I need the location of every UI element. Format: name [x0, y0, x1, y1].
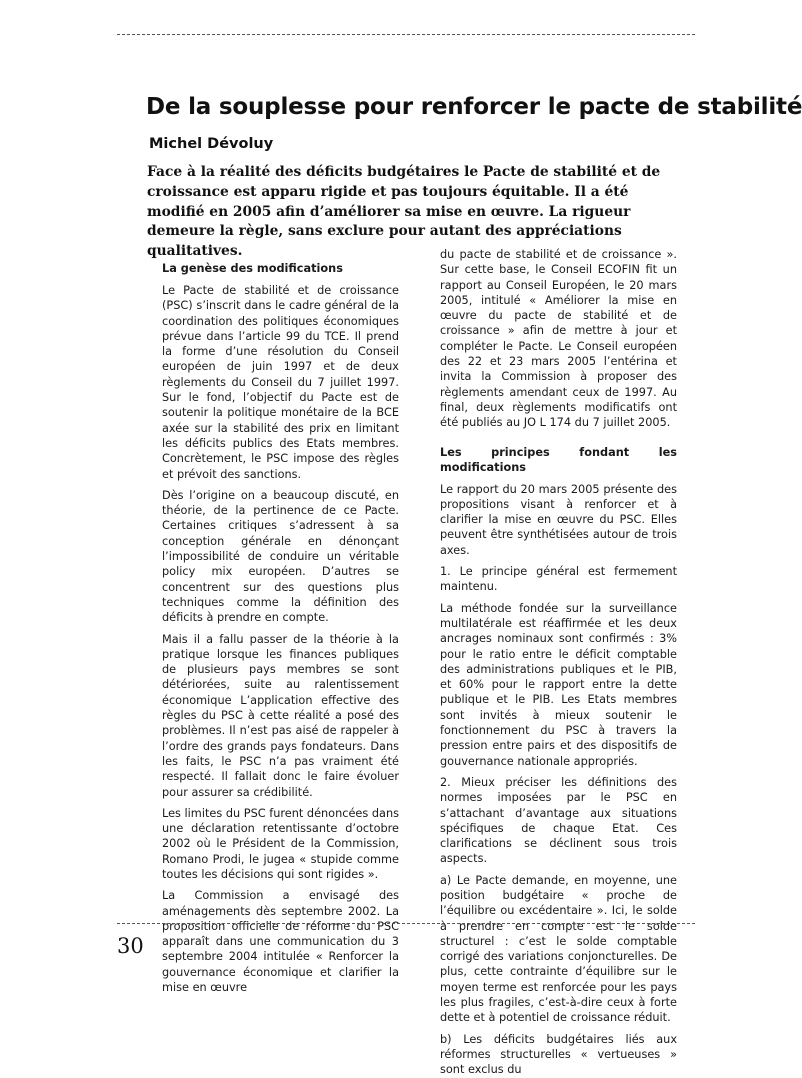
section-heading-principes: Les principes fondant les modifications — [440, 445, 677, 474]
lead-paragraph: Face à la réalité des déficits budgétaires le Pacte de stabilité et de croissance est apparu rigide et pas toujours équitable. Il a été modifié en 2005 afin d’améliorer sa mise en œuvre. La rigueur demeure la règle, sans exclure pour autant des appréciations qualitatives. — [147, 164, 661, 260]
paragraph: Mais il a fallu passer de la théorie à la pratique lorsque les finances publiques de plusieurs pays membres se sont détériorées, suite au ralentissement économique L’application effective des règles du PSC à cette réalité a posé des problèmes. Il n’est pas aisé de rappeler à l’ordre des grands pays fondateurs. Dans les faits, le PSC n’a pas vraiment été respecté. Il fallait donc le faire évoluer pour assurer sa crédibilité. — [162, 632, 399, 799]
right-column — [440, 247, 677, 1077]
left-column — [162, 247, 399, 995]
page-number: 30 — [117, 934, 144, 958]
paragraph: Les limites du PSC furent dénoncées dans une déclaration retentissante d’octobre 2002 où le Président de la Commission, Romano Prodi, le jugea « stupide comme toutes les décisions qui sont rigides ». — [162, 806, 399, 881]
paragraph: du pacte de stabilité et de croissance ». Sur cette base, le Conseil ECOFIN fit un rapport au Conseil Européen, le 20 mars 2005, intitulé « Améliorer la mise en œuvre du pacte de stabilité et de croissance » afin de mettre à jour et compléter le Pacte. Le Conseil européen des 22 et 23 mars 2005 l’entérina et invita la Commission à proposer des règlements amendant ceux de 1997. Au final, deux règlements modificatifs ont été publiés au JO L 174 du 7 juillet 2005. — [440, 248, 677, 430]
paragraph: a) Le Pacte demande, en moyenne, une position budgétaire « proche de l’équilibre ou excédentaire ». Ici, le solde à prendre en compte est le solde structurel : c’est le solde comptable corrigé des variations conjoncturelles. De plus, cette contrainte d’équilibre sur le moyen terme est renforcée pour les pays les plus fragiles, c’est-à-dire ceux à forte dette et à potentiel de croissance réduit. — [440, 873, 677, 1025]
paragraph: La Commission a envisagé des aménagements dès septembre 2002. La proposition officielle de réforme du PSC apparaît dans une communication du 3 septembre 2004 intitulée « Renforcer la gouvernance économique et clarifier la mise en œuvre — [162, 889, 399, 995]
section-heading-genese: La genèse des modifications — [162, 262, 343, 275]
paragraph: Le rapport du 20 mars 2005 présente des propositions visant à renforcer et à clarifier la mise en œuvre du PSC. Elles peuvent être synthétisées autour de trois axes. — [440, 482, 677, 557]
article-title: De la souplesse pour renforcer le pacte de stabilité — [146, 94, 802, 120]
author-name: Michel Dévoluy — [149, 136, 274, 152]
top-divider — [117, 34, 695, 35]
paragraph: Le Pacte de stabilité et de croissance (PSC) s’inscrit dans le cadre général de la coordination des politiques économiques prévue dans l’article 99 du TCE. Il prend la forme d’une résolution du Conseil européen de juin 1997 et de deux règlements du Conseil du 7 juillet 1997. Sur le fond, l’objectif du Pacte est de soutenir la politique monétaire de la BCE axée sur la stabilité des prix en limitant les déficits publics des Etats membres. Concrètement, le PSC impose des règles et prévoit des sanctions. — [162, 284, 399, 481]
paragraph: 2. Mieux préciser les définitions des normes imposées par le PSC en s’attachant d’avantage aux situations spécifiques de chaque Etat. Ces clarifications se déclinent sous trois aspects. — [440, 775, 677, 866]
paragraph: Dès l’origine on a beaucoup discuté, en théorie, de la pertinence de ce Pacte. Certaines critiques s’adressent à sa conception générale en dénonçant l’impossibilité de conduire un véritable policy mix européen. D’autres se concentrent sur des questions plus techniques comme la définition des déficits à prendre en compte. — [162, 488, 399, 625]
paragraph: 1. Le principe général est fermement maintenu. — [440, 565, 677, 594]
bottom-divider — [117, 923, 695, 924]
paragraph: b) Les déficits budgétaires liés aux réformes structurelles « vertueuses » sont exclus du — [440, 1032, 677, 1077]
paragraph: La méthode fondée sur la surveillance multilatérale est réaffirmée et les deux ancrages nominaux sont confirmés : 3% pour le ratio entre le déficit comptable des administrations publiques et le PIB, et 60% pour le rapport entre la dette publique et le PIB. Les Etats membres sont invités à mieux soutenir le fonctionnement du PSC à travers la pression entre pairs et des dispositifs de gouvernance nationale appropriés. — [440, 601, 677, 768]
